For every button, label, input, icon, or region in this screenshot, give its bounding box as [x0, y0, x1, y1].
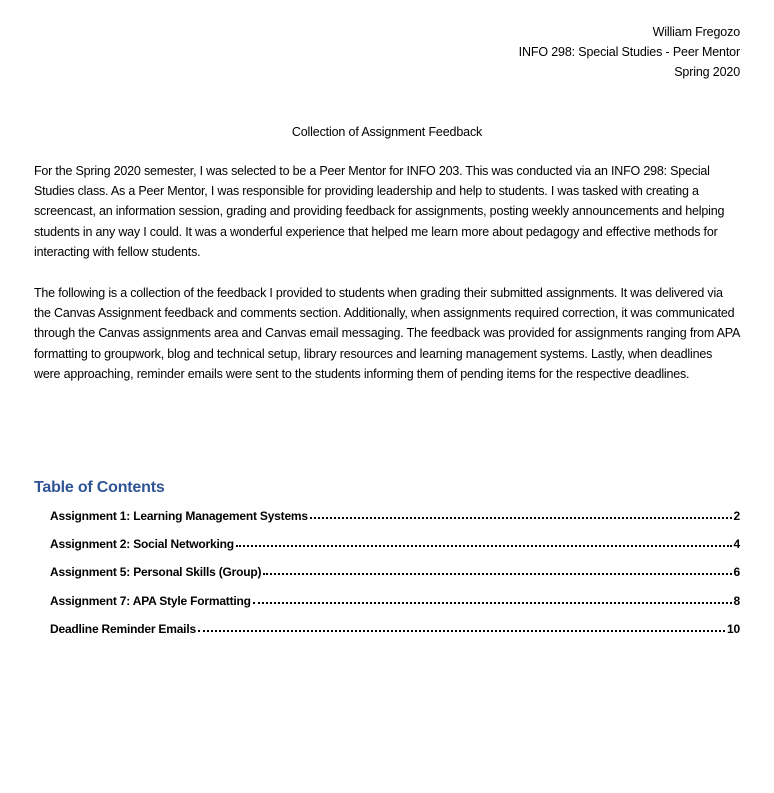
toc-dot-leader	[198, 621, 725, 633]
toc-entry-label: Deadline Reminder Emails	[50, 621, 196, 636]
toc-dot-leader	[263, 564, 731, 576]
toc-entry-assignment-5[interactable]	[50, 564, 740, 592]
toc-entry-label: Assignment 1: Learning Management Systems	[50, 509, 308, 523]
intro-paragraph: For the Spring 2020 semester, I was selected to be a Peer Mentor for INFO 203. This was conducted via an INFO 298: Special Studies class. As a Peer Mentor, I was responsible for providing leadership and help to students. I was tasked with creating a screencast, an information session, grading and providing feedback for assignments, posting weekly announcements and helping students in any way I could. It was a wonderful experience that helped me learn more about pedagogy and effective methods for interacting with fellow students.	[34, 164, 725, 259]
toc-page-number: 10	[727, 621, 740, 636]
toc-entry-label: Assignment 5: Personal Skills (Group)	[50, 565, 262, 580]
summary-paragraph: The following is a collection of the feedback I provided to students when grading their submitted assignments. It was delivered via the Canvas Assignment feedback and comments section. Additionally, when assignments required correction, it was communicated through the Canvas assignments area and Canvas email messaging. The feedback was provided for assignments ranging from APA formatting to groupwork, blog and technical setup, library resources and learning management systems. Lastly, when deadlines were approaching, reminder emails were sent to the students informing them of pending items for the respective deadlines.	[34, 286, 740, 381]
toc-dot-leader	[253, 593, 732, 605]
toc-page-number: 4	[733, 537, 740, 552]
toc-entry-assignment-1[interactable]	[50, 508, 740, 536]
toc-page-number: 6	[733, 565, 740, 580]
toc-entry-deadline-emails[interactable]	[50, 621, 740, 649]
toc-entry-assignment-7[interactable]	[50, 593, 740, 621]
table-of-contents	[50, 508, 740, 649]
toc-entry-label: Assignment 2: Social Networking	[50, 537, 234, 552]
document-header	[519, 22, 740, 82]
toc-heading: Table of Contents	[34, 479, 165, 496]
toc-entry-assignment-2[interactable]	[50, 536, 740, 564]
toc-page-number: 2	[733, 509, 740, 523]
document-title: Collection of Assignment Feedback	[291, 125, 483, 139]
course-name: INFO 298: Special Studies - Peer Mentor	[518, 45, 740, 59]
term: Spring 2020	[674, 65, 740, 79]
toc-dot-leader	[236, 536, 732, 548]
toc-page-number: 8	[733, 593, 740, 608]
toc-dot-leader	[310, 508, 732, 520]
toc-entry-label: Assignment 7: APA Style Formatting	[50, 593, 251, 608]
author-name: William Fregozo	[652, 25, 740, 39]
